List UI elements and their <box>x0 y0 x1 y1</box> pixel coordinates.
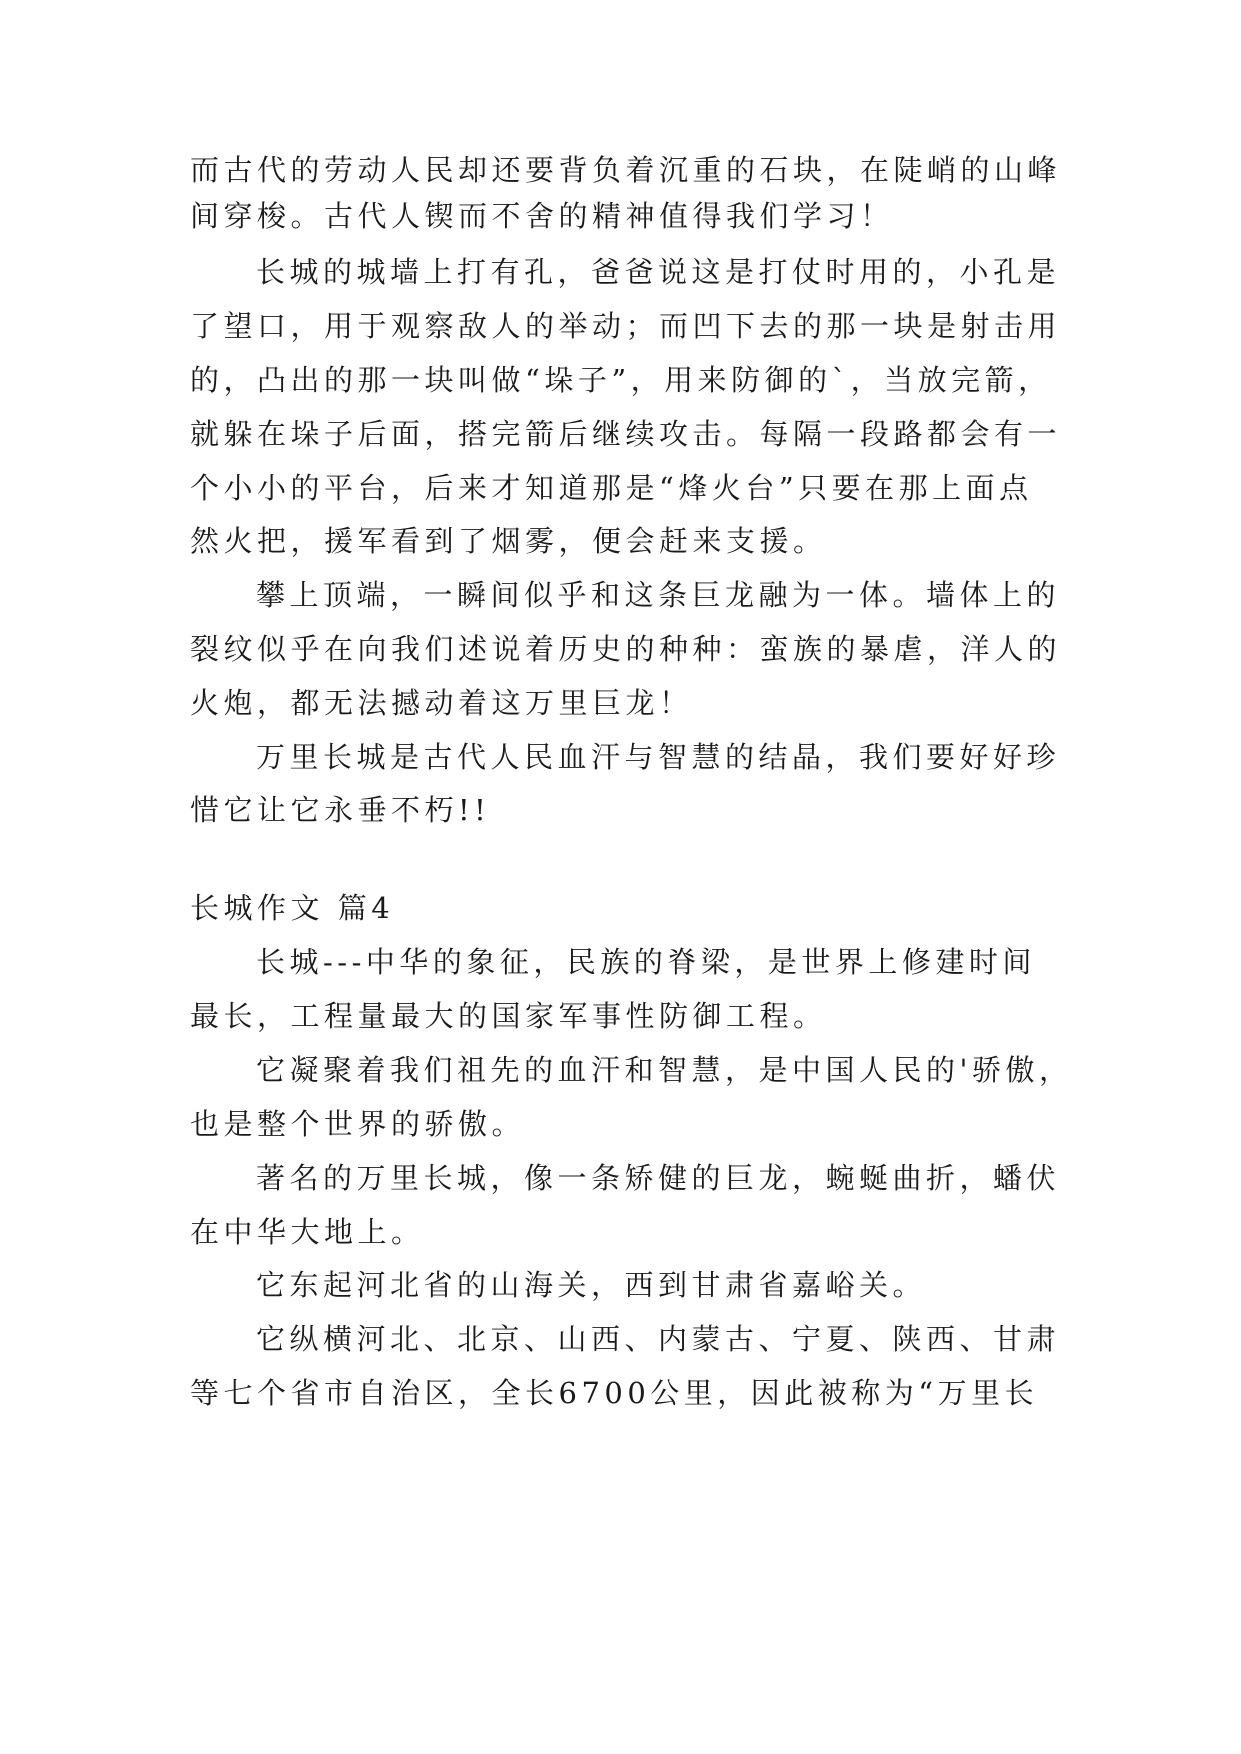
text-line: 的，凸出的那一块叫做“垛子”，用来防御的`，当放完箭， <box>190 363 1052 397</box>
text-line: 等七个省市自治区，全长6700公里，因此被称为“万里长 <box>190 1376 1039 1410</box>
text-line: 在中华大地上。 <box>190 1215 425 1249</box>
paragraph-first-line: 长城---中华的象征，民族的脊梁，是世界上修建时间 <box>256 945 1036 979</box>
text-line: 间穿梭。古代人锲而不舍的精神值得我们学习！ <box>190 199 894 233</box>
text-line: 惜它让它永垂不朽!! <box>190 793 491 827</box>
paragraph-first-line: 它凝聚着我们祖先的血汗和智慧，是中国人民的'骄傲， <box>256 1053 1073 1087</box>
text-line: 裂纹似乎在向我们述说着历史的种种：蛮族的暴虐，洋人的 <box>190 632 1062 666</box>
text-line: 了望口，用于观察敌人的举动；而凹下去的那一块是射击用 <box>190 309 1062 343</box>
paragraph-first-line: 长城的城墙上打有孔，爸爸说这是打仗时用的，小孔是 <box>256 255 1061 289</box>
text-line: 也是整个世界的骄傲。 <box>190 1107 526 1141</box>
paragraph-first-line: 它东起河北省的山海关，西到甘肃省嘉峪关。 <box>256 1268 927 1302</box>
paragraph-first-line: 攀上顶端，一瞬间似乎和这条巨龙融为一体。墙体上的 <box>256 578 1061 612</box>
text-line: 而古代的劳动人民却还要背负着沉重的石块，在陡峭的山峰 <box>190 153 1062 187</box>
text-line: 就躲在垛子后面，搭完箭后继续攻击。每隔一段路都会有一 <box>190 417 1062 451</box>
text-line: 然火把，援军看到了烟雾，便会赶来支援。 <box>190 524 827 558</box>
text-line: 个小小的平台，后来才知道那是“烽火台”只要在那上面点 <box>190 471 1033 505</box>
paragraph-first-line: 它纵横河北、北京、山西、内蒙古、宁夏、陕西、甘肃 <box>256 1322 1061 1356</box>
text-line: 火炮，都无法撼动着这万里巨龙！ <box>190 686 693 720</box>
text-line: 最长，工程量最大的国家军事性防御工程。 <box>190 999 827 1033</box>
paragraph-first-line: 著名的万里长城，像一条矫健的巨龙，蜿蜒曲折，蟠伏 <box>256 1161 1061 1195</box>
paragraph-first-line: 万里长城是古代人民血汗与智慧的结晶，我们要好好珍 <box>256 740 1061 774</box>
section-heading: 长城作文 篇4 <box>190 891 395 925</box>
